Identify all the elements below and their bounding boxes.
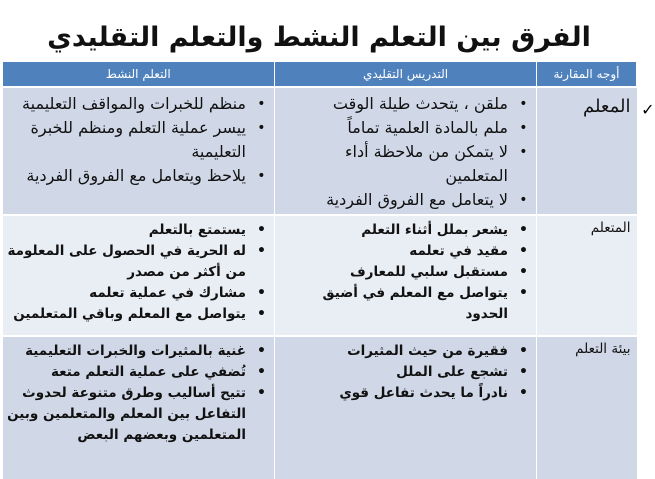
active-cell xyxy=(3,215,275,336)
list-item: • يتواصل مع المعلم في أضيق الحدود xyxy=(279,283,530,325)
list-item: • مشارك في عملية تعلمه xyxy=(7,283,268,304)
aspect-cell xyxy=(537,215,637,336)
aspect-label: المتعلم xyxy=(590,220,631,236)
traditional-cell xyxy=(275,87,537,215)
aspect-label: بيئة التعلم xyxy=(575,341,631,357)
aspect-label: المعلم xyxy=(582,96,631,117)
list-item: • لا يتمكن من ملاحظة أداء المتعلمين xyxy=(279,140,530,188)
list-item: • فقيرة من حيث المثيرات xyxy=(279,341,530,362)
comparison-table xyxy=(2,62,655,479)
list-item: • منظم للخبرات والمواقف التعليمية xyxy=(7,92,268,116)
list-item: • تتيح أساليب وطرق متنوعة لحدوث التفاعل بين المعلم والمتعلمين وبين المتعلمين وبعضهم البعض xyxy=(7,383,268,446)
list-item: • يتواصل مع المعلم وباقي المتعلمين xyxy=(7,304,268,325)
list-item: • يستمتع بالتعلم xyxy=(7,220,268,241)
traditional-cell xyxy=(275,336,537,479)
list-item: • تُضفي على عملية التعلم متعة xyxy=(7,362,268,383)
list-item: • يلاحظ ويتعامل مع الفروق الفردية xyxy=(7,164,268,188)
table-row-learner xyxy=(3,215,637,336)
list-item: • ملم بالمادة العلمية تماماً xyxy=(279,116,530,140)
table-row-environment xyxy=(3,336,637,479)
list-item: • ييسر عملية التعلم ومنظم للخبرة التعليمية xyxy=(7,116,268,164)
table-header-row xyxy=(3,62,637,87)
checkmark-icon: ✓ xyxy=(641,100,655,119)
traditional-cell xyxy=(275,215,537,336)
header-traditional: التدريس التقليدي xyxy=(275,62,537,87)
list-item: • غنية بالمثيرات والخبرات التعليمية xyxy=(7,341,268,362)
list-item: • ملقن ، يتحدث طيلة الوقت xyxy=(279,92,530,116)
list-item: • له الحرية في الحصول على المعلومة من أكثر من مصدر xyxy=(7,241,268,283)
aspect-cell xyxy=(537,336,637,479)
active-cell xyxy=(3,87,275,215)
page-title: الفرق بين التعلم النشط والتعلم التقليدي xyxy=(47,22,591,53)
list-item: • نادراً ما يحدث تفاعل قوي xyxy=(279,383,530,404)
list-item: • تشجع على الملل xyxy=(279,362,530,383)
list-item: • لا يتعامل مع الفروق الفردية xyxy=(279,188,530,212)
aspect-cell xyxy=(537,87,655,215)
active-cell xyxy=(3,336,275,479)
list-item: • مستقبل سلبي للمعارف xyxy=(279,262,530,283)
header-active: التعلم النشط xyxy=(3,62,275,87)
list-item: • يشعر بملل أثناء التعلم xyxy=(279,220,530,241)
header-aspects: أوجه المقارنة xyxy=(537,62,637,87)
list-item: • مقيد في تعلمه xyxy=(279,241,530,262)
table-row-teacher xyxy=(3,87,637,215)
